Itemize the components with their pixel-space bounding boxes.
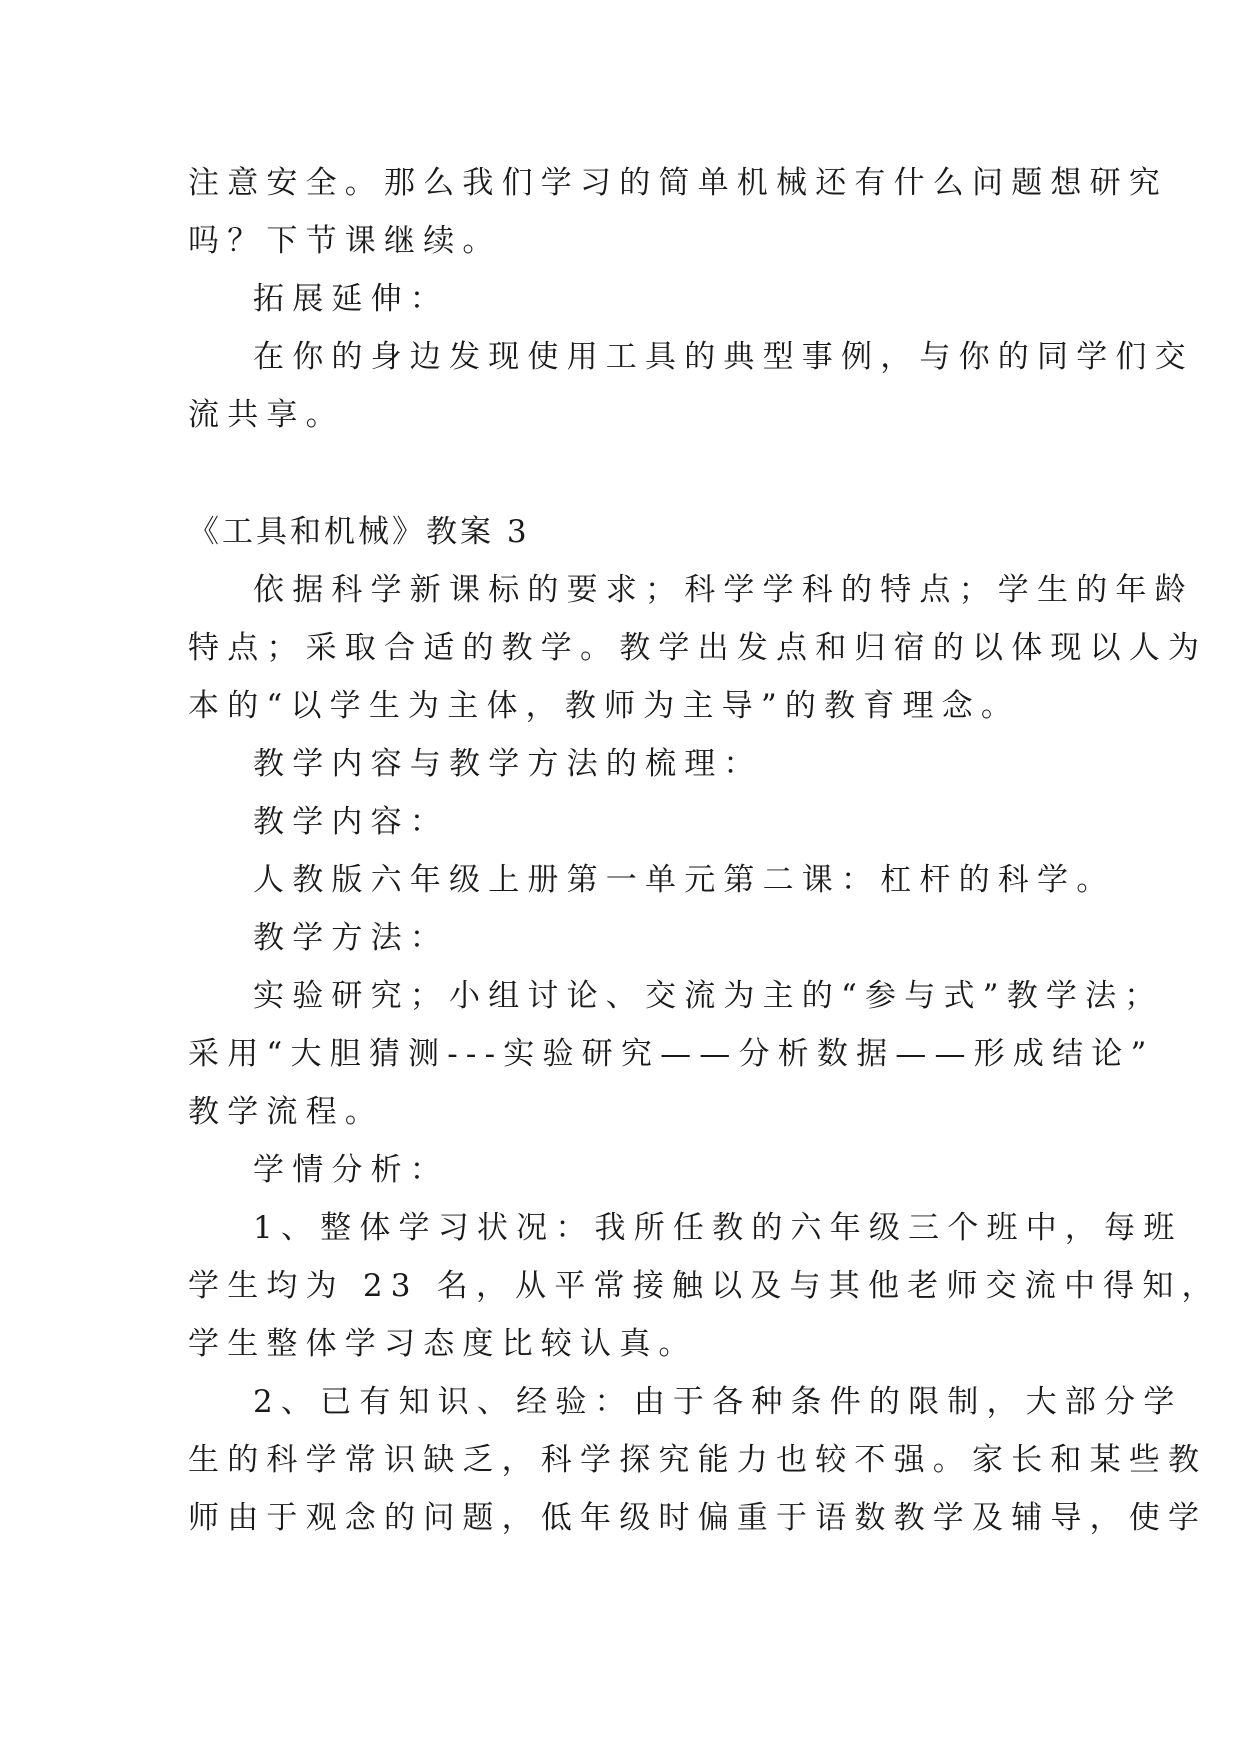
section-title: 《工具和机械》教案 3 [188,514,530,550]
text-line: 实验研究；小组讨论、交流为主的“参与式”教学法； [253,978,1164,1014]
text-line: 人教版六年级上册第一单元第二课：杠杆的科学。 [253,862,1116,898]
text-line: 本的“以学生为主体，教师为主导”的教育理念。 [188,688,1021,724]
text-line: 依据科学新课标的要求；科学学科的特点；学生的年龄 [253,572,1194,608]
text-line: 生的科学常识缺乏，科学探究能力也较不强。家长和某些教 [188,1442,1208,1478]
text-line: 特点；采取合适的教学。教学出发点和归宿的以体现以人为 [188,630,1208,666]
text-line: 1、整体学习状况：我所任教的六年级三个班中，每班 [253,1210,1183,1246]
text-line: 师由于观念的问题，低年级时偏重于语数教学及辅导，使学 [188,1500,1208,1536]
text-line: 流共享。 [188,397,345,433]
text-line: 学生整体学习态度比较认真。 [188,1326,698,1362]
text-line: 学生均为 23 名，从平常接触以及与其他老师交流中得知， [188,1268,1221,1304]
subheading-content: 教学内容： [253,804,449,840]
subheading-extension: 拓展延伸： [253,281,449,317]
text-line: 吗？下节课继续。 [188,223,502,259]
subheading-content-method: 教学内容与教学方法的梳理： [253,746,763,782]
text-line: 在你的身边发现使用工具的典型事例，与你的同学们交 [253,339,1194,375]
text-line: 2、已有知识、经验：由于各种条件的限制，大部分学 [253,1384,1183,1420]
text-line: 教学流程。 [188,1094,384,1130]
text-line: 采用“大胆猜测---实验研究——分析数据——形成结论” [188,1036,1155,1072]
subheading-method: 教学方法： [253,920,449,956]
text-line: 注意安全。那么我们学习的简单机械还有什么问题想研究 [188,165,1168,201]
subheading-analysis: 学情分析： [253,1152,449,1188]
